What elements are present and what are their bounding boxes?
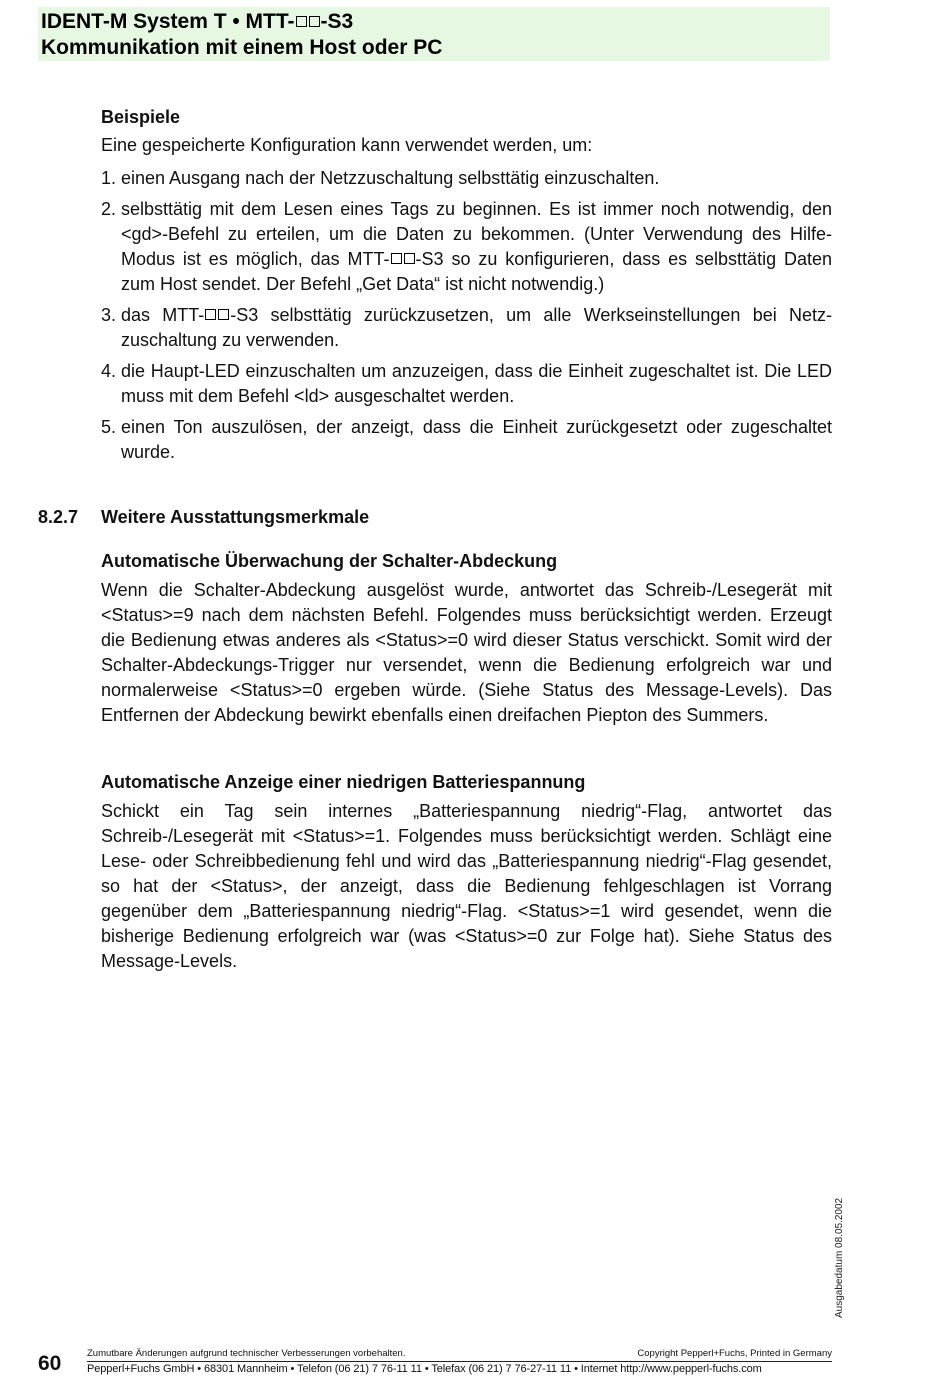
list-item-number: 5. [101,417,117,437]
list-item-text-cont: -S3 selbsttätig zurückzusetzen, um alle Werkseinstellungen bei Netzzuschaltung zu verwenden. [121,305,832,350]
examples-list [101,166,832,471]
list-item-text-cont: -S3 so zu konfigurieren, dass es selbsttätig Daten zum Host sendet. Der Befehl „Get Data“ ist nicht notwendig.) [121,249,833,294]
list-item-text: einen Ausgang nach der Netzzuschaltung selbsttätig einzuschalten. [121,168,660,188]
subsection-heading-battery: Automatische Anzeige einer niedrigen Batteriespannung [101,772,586,792]
list-item-text: das MTT- [121,305,205,325]
list-item-number: 2. [101,199,117,219]
section-title: Weitere Ausstattungsmerkmale [101,507,370,527]
footer-copyright: Copyright Pepperl+Fuchs, Printed in Germany [637,1348,832,1359]
placeholder-box-icon [391,253,402,264]
list-item-number: 3. [101,305,117,325]
examples-heading: Beispiele [101,107,181,127]
footer-notice: Zumutbare Änderungen aufgrund technischer Verbesserungen vorbehalten. [87,1348,406,1359]
list-item-number: 4. [101,361,117,381]
page-header [38,7,830,61]
header-title-suffix: -S3 [320,10,354,33]
footer-divider [87,1361,832,1362]
header-title [41,9,353,34]
placeholder-box-icon [309,16,320,27]
list-item [101,359,832,409]
placeholder-box-icon [205,309,216,320]
list-item-number: 1. [101,168,117,188]
list-item [101,415,832,465]
list-item-text: einen Ton auszulösen, der anzeigt, dass die Einheit zurückgesetzt oder zugeschaltet wurde. [121,417,832,462]
list-item [101,166,832,191]
section-number: 8.2.7 [38,507,79,527]
subsection-text-cover: Wenn die Schalter-Abdeckung ausgelöst wurde, antwortet das Schreib-/Lesegerät mit <Status>=9 nach dem nächsten Befehl. Folgendes muss berücksichtigt werden. Erzeugt die Bedienung etwas anderes als <Status>=0 wird dieser Status verschickt. Somit wird der Schalter-Abdeckungs-Trigger nur versendet, wenn die Bedienung erfolgreich war und normalerweise <Status>=0 ergeben würde. (Siehe Status des Message-Levels). Das Entfernen der Abdeckung bewirkt ebenfalls einen dreifachen Piepton des Summers. [101,580,832,725]
examples-intro: Eine gespeicherte Konfiguration kann verwendet werden, um: [101,135,593,155]
header-title-prefix: IDENT-M System T • MTT- [41,10,295,33]
subsection-heading-cover: Automatische Überwachung der Schalter-Abdeckung [101,551,558,571]
list-item [101,197,832,297]
list-item-text: die Haupt-LED einzuschalten um anzuzeigen, dass die Einheit zugeschaltet ist. Die LED muss mit dem Befehl <ld> ausgeschaltet werden. [121,361,832,406]
issue-date: Ausgabedatum 08.05.2002 [834,1197,845,1318]
page-number: 60 [38,1352,62,1375]
list-item-text: selbsttätig mit dem Lesen eines Tags zu beginnen. Es ist immer noch notwendig, den <gd>-Befehl zu erteilen, um die Daten zu bekommen. (Unter Verwendung des Hilfe-Modus ist es möglich, das MTT- [121,199,832,269]
placeholder-box-icon [218,309,229,320]
footer-top [87,1348,832,1361]
subsection-text-battery: Schickt ein Tag sein internes „Batteriespannung niedrig“-Flag, antwortet das Schreib-/Lesegerät mit <Status>=1. Folgendes muss berücksichtigt werden. Schlägt eine Lese- oder Schreibbedienung fehl und wird das „Batteriespannung niedrig“-Flag gesendet, so hat der <Status>, der anzeigt, dass die Bedienung fehlgeschlagen ist Vorrang gegenüber dem „Batteriespannung niedrig“-Flag. <Status>=1 wird gesendet, wenn die bisherige Bedienung erfolgreich war (was <Status>=0 zur Folge hat). Siehe Status des Message-Levels. [101,801,832,971]
placeholder-box-icon [296,16,307,27]
placeholder-box-icon [404,253,415,264]
footer-contact: Pepperl+Fuchs GmbH • 68301 Mannheim • Telefon (06 21) 7 76-11 11 • Telefax (06 21) 7 76-27-11 11 • Internet http://www.pepperl-fuchs.com [87,1363,762,1375]
list-item [101,303,832,353]
header-subtitle: Kommunikation mit einem Host oder PC [41,36,443,59]
